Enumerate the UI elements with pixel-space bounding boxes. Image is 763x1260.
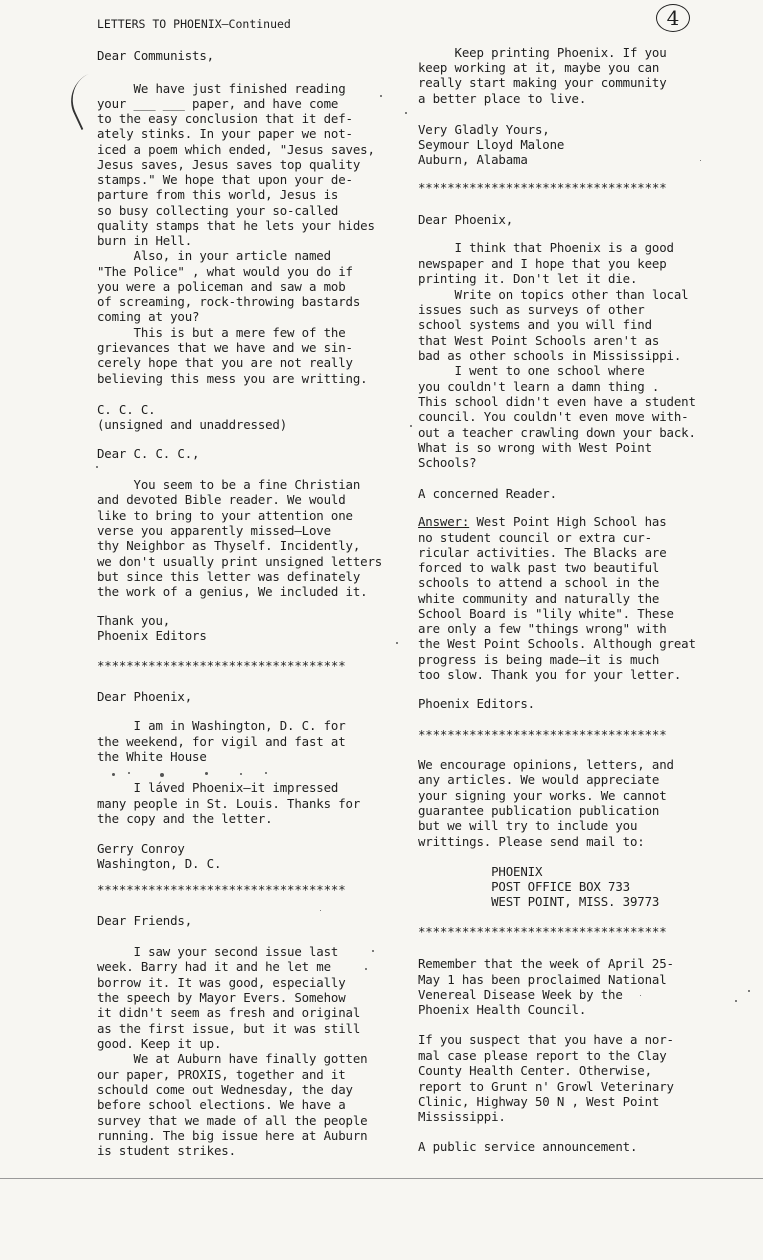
left-line: You seem to be a fine Christian [97,477,361,492]
left-line: the copy and the letter. [97,811,273,826]
scan-speck [160,773,164,777]
right-line: progress is being made—it is much [418,652,660,667]
left-line: I láved Phoenix—it impressed [97,780,339,795]
scan-speck [240,773,242,775]
left-line: the weekend, for vigil and fast at [97,734,346,749]
right-line: bad as other schools in Mississippi. [418,348,682,363]
right-line: Phoenix Editors. [418,696,535,711]
right-line: mal case please report to the Clay [418,1048,667,1063]
right-line: PHOENIX [418,864,543,879]
right-line: I went to one school where [418,363,645,378]
right-line: A public service announcement. [418,1139,638,1154]
left-line: your ___ ___ paper, and have come [97,96,339,111]
right-line: report to Grunt n' Growl Veterinary [418,1079,674,1094]
right-line: printing it. Don't let it die. [418,271,638,286]
right-line: really start making your community [418,75,667,90]
right-line: If you suspect that you have a nor- [418,1032,674,1047]
answer-label: Answer: [418,514,470,529]
scan-speck [405,112,407,114]
right-line: any articles. We would appreciate [418,772,660,787]
left-line: ately stinks. In your paper we not- [97,126,353,141]
left-line: C. C. C. [97,402,156,417]
right-line: WEST POINT, MISS. 39773 [418,894,660,909]
scan-speck [380,95,382,97]
left-line: iced a poem which ended, "Jesus saves, [97,142,375,157]
left-line: quality stamps that he lets your hides [97,218,375,233]
right-line: Seymour Lloyd Malone [418,137,565,152]
left-line: like to bring to your attention one [97,508,353,523]
right-line: you couldn't learn a damn thing . [418,379,660,394]
right-line: Dear Phoenix, [418,212,514,227]
left-line: parture from this world, Jesus is [97,187,339,202]
right-line: too slow. Thank you for your letter. [418,667,682,682]
left-line: Gerry Conroy [97,841,185,856]
left-line: but since this letter was definately [97,569,361,584]
left-line: week. Barry had it and he let me [97,959,331,974]
scan-speck [265,772,267,774]
left-line: it didn't seem as fresh and original [97,1005,361,1020]
left-line: schould come out Wednesday, the day [97,1082,353,1097]
left-line: Dear Communists, [97,48,214,63]
left-line: Washington, D. C. [97,856,222,871]
right-line: forced to walk past two beautiful [418,560,660,575]
scan-speck [96,466,98,468]
right-line: Write on topics other than local [418,287,689,302]
left-line: good. Keep it up. [97,1036,222,1051]
left-line: I saw your second issue last [97,944,339,959]
right-line: County Health Center. Otherwise, [418,1063,652,1078]
scan-speck [205,772,208,775]
left-line: our paper, PROXIS, together and it [97,1067,346,1082]
left-line: and devoted Bible reader. We would [97,492,346,507]
scan-speck [128,772,130,774]
left-line: We have just finished reading [97,81,346,96]
left-line: Dear Friends, [97,913,193,928]
left-line: thy Neighbor as Thyself. Incidently, [97,538,361,553]
left-line: you were a policeman and saw a mob [97,279,346,294]
left-line: we don't usually print unsigned letters [97,554,383,569]
right-line: ricular activities. The Blacks are [418,545,667,560]
left-line: borrow it. It was good, especially [97,975,346,990]
left-line: ********************************** [97,882,346,897]
left-line: Also, in your article named [97,248,331,263]
left-line: coming at you? [97,309,200,324]
right-line: Mississippi. [418,1109,506,1124]
left-line: believing this mess you are writting. [97,371,368,386]
right-line: council. You couldn't even move with- [418,409,689,424]
left-line: "The Police" , what would you do if [97,264,353,279]
scan-speck [640,995,641,996]
left-line: of screaming, rock-throwing bastards [97,294,361,309]
left-line: Phoenix Editors [97,628,207,643]
left-line: running. The big issue here at Auburn [97,1128,368,1143]
left-line: Jesus saves, Jesus saves top quality [97,157,361,172]
bottom-rule [0,1178,763,1179]
right-line: are only a few "things wrong" with [418,621,667,636]
left-line: as the first issue, but it was still [97,1021,361,1036]
left-line: before school elections. We have a [97,1097,346,1112]
scan-speck [365,968,367,970]
scan-speck [396,642,398,644]
scan-speck [410,425,412,427]
right-line: Keep printing Phoenix. If you [418,45,667,60]
left-line: to the easy conclusion that it def- [97,111,353,126]
left-line: burn in Hell. [97,233,193,248]
right-line: I think that Phoenix is a good [418,240,674,255]
right-line: your signing your works. We cannot [418,788,667,803]
right-line: Schools? [418,455,477,470]
right-line: white community and naturally the [418,591,660,606]
right-line: ********************************** [418,727,667,742]
left-line: survey that we made of all the people [97,1113,368,1128]
left-line: cerely hope that you are not really [97,355,353,370]
right-line: newspaper and I hope that you keep [418,256,667,271]
right-line: the West Point Schools. Although great [418,636,696,651]
right-line: Remember that the week of April 25- [418,956,674,971]
right-line: guarantee publication publication [418,803,660,818]
left-line: We at Auburn have finally gotten [97,1051,368,1066]
right-line: Phoenix Health Council. [418,1002,587,1017]
section-header: LETTERS TO PHOENIX—Continued [97,17,291,31]
left-line: Dear Phoenix, [97,689,193,704]
right-line: school systems and you will find [418,317,652,332]
left-line: Thank you, [97,613,171,628]
right-line: but we will try to include you [418,818,638,833]
scan-speck [320,910,321,911]
left-line: grievances that we have and we sin- [97,340,353,355]
left-line: This is but a mere few of the [97,325,346,340]
right-line: a better place to live. [418,91,587,106]
right-line: out a teacher crawling down your back. [418,425,696,440]
right-line: keep working at it, maybe you can [418,60,660,75]
scan-speck [748,990,750,992]
right-line: What is so wrong with West Point [418,440,652,455]
scan-speck [372,950,374,952]
page-number: 4 [656,4,690,32]
right-line: Clinic, Highway 50 N , West Point [418,1094,660,1109]
scan-speck [700,160,701,161]
left-line: many people in St. Louis. Thanks for [97,796,361,811]
right-line: School Board is "lily white". These [418,606,674,621]
left-line: the White House [97,749,207,764]
right-line: ********************************** [418,180,667,195]
right-line: We encourage opinions, letters, and [418,757,674,772]
right-line: schools to attend a school in the [418,575,660,590]
right-line: writtings. Please send mail to: [418,834,645,849]
left-line: verse you apparently missed—Love [97,523,331,538]
scan-speck [735,1000,737,1002]
right-line: Auburn, Alabama [418,152,528,167]
right-line: issues such as surveys of other [418,302,645,317]
right-line: This school didn't even have a student [418,394,696,409]
right-line: Venereal Disease Week by the [418,987,623,1002]
left-line: stamps." We hope that upon your de- [97,172,353,187]
right-line: May 1 has been proclaimed National [418,972,667,987]
left-line: is student strikes. [97,1143,236,1158]
right-line: no student council or extra cur- [418,530,652,545]
right-line: ********************************** [418,924,667,939]
right-line: A concerned Reader. [418,486,557,501]
scan-speck [112,773,115,776]
left-line: I am in Washington, D. C. for [97,718,346,733]
right-line: Very Gladly Yours, [418,122,550,137]
left-line: (unsigned and unaddressed) [97,417,288,432]
left-line: ********************************** [97,658,346,673]
right-line: POST OFFICE BOX 733 [418,879,630,894]
right-line: Answer: West Point High School has [418,514,667,529]
right-line: that West Point Schools aren't as [418,333,660,348]
left-line: Dear C. C. C., [97,446,200,461]
left-line: the work of a genius, We included it. [97,584,368,599]
left-line: so busy collecting your so-called [97,203,339,218]
left-line: the speech by Mayor Evers. Somehow [97,990,346,1005]
